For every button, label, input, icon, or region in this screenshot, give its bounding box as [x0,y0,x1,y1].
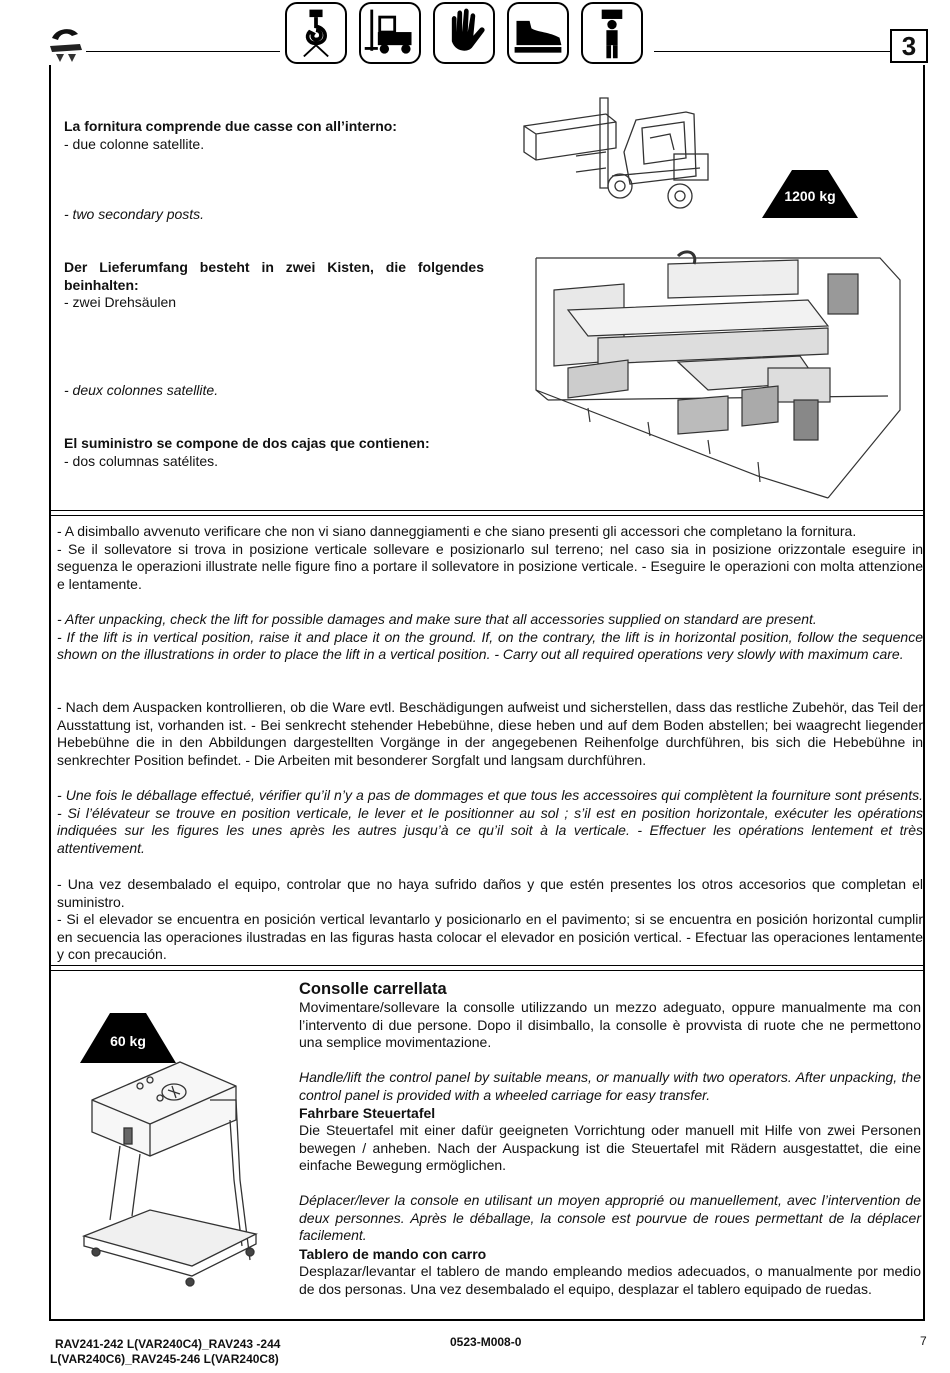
crate-illustration [528,250,904,502]
section-divider-2 [49,965,925,971]
weight-label-60: 60 kg [110,1033,146,1049]
footer-doc-code: 0523-M008-0 [450,1335,522,1349]
de-heading: Der Lieferumfang besteht in zwei Kisten, die folgendes beinhalten: [64,259,484,293]
fr-console-text: Déplacer/lever la console en utilisant un moyen approprié ou manuellement, avec l’intervention de deux personnes. Après le déballage, la console est pourvue de roues permettant de la déplacer facilement. [299,1192,921,1244]
weight-badge-1200 [762,170,858,218]
safety-shoe-icon [507,2,569,64]
de-console-title: Fahrbare Steuertafel [299,1105,436,1121]
en-item: - two secondary posts. [64,206,205,222]
it-item: - due colonne satellite. [64,136,205,152]
de-console-text: Die Steuertafel mit einer dafür geeigneten Vorrichtung oder manuell mit Hilfe von zwei Personen bewegen / anheben. Nach der Auspackung ist die Steuertafel mit Rädern ausgestattet, die eine einfache Bewegung ermöglichen. [299,1122,921,1174]
header-rule-right [654,51,890,52]
es-item: - dos columnas satélites. [64,453,219,469]
es-heading: El suministro se compone de dos cajas que contienen: [64,435,430,451]
fr-instructions: - Une fois le déballage effectué, vérifier qu’il n’y a pas de dommages et que tous les accessoires qui complètent la fourniture sont présents. - Si l’élévateur se trouve en position verticale, le lever et le positionner au sol ; s’il est en position horizontale, exécuter les opérations indiquées sur les figures les unes après les autres jusqu’à ce qu’il soit à la verticale. - Effectuer les opérations lentement et très attentivement. [57,787,923,856]
logo-icon [46,24,86,64]
person-load-icon [581,2,643,64]
es-instructions: - Una vez desembalado el equipo, controlar que no haya sufrido daños y que estén presentes los otros accesorios que completan el suministro. - Si el elevador se encuentra en posición vertical levantarlo y posicionarlo en el pavimento; si se encuentra en posición horizontal cumplir en secuencia las operaciones ilustradas en las figuras hasta colocar el elevador en posición vertical. - Efectuar las operaciones lentamente y con precaución. [57,876,923,963]
es-console-text: Desplazar/levantar el tablero de mando empleando medios adecuados, o manualmente por medio de dos personas. Una vez desembalado el equipo, desplazar el tablero equipado de ruedas. [299,1263,921,1297]
page-number: 3 [890,29,928,63]
crane-hook-icon [285,2,347,64]
forklift-illustration [520,92,760,212]
en-console-text: Handle/lift the control panel by suitable means, or manually with two operators. After unpacking, the control panel is provided with a wheeled carriage for easy transfer. [299,1069,921,1103]
en-instructions: - After unpacking, check the lift for possible damages and make sure that all accessories supplied on standard are present. - If the lift is in vertical position, raise it and place it on the ground. If, on the contrary, the lift is in horizontal position, follow the sequence shown on the illustrations in order to place the lift in a vertical position. - Carry out all required operations very slowly with maximum care. [57,611,923,663]
it-instructions: - A disimballo avvenuto verificare che non vi siano danneggiamenti e che siano presenti gli accessori che completano la fornitura. - Se il sollevatore si trova in posizione verticale sollevare e posizionarlo sul terreno; nel caso sia in posizione orizzontale eseguire in seguenza le operazioni illustrate nelle figure fino a portare il sollevatore in posizione verticale. - Eseguire le operazioni con molta attenzione e lentamente. [57,523,923,592]
weight-label-1200: 1200 kg [784,188,836,204]
it-console-title: Consolle carrellata [299,980,447,998]
footer-model-line-1: RAV241-242 L(VAR240C4)_RAV243 -244 [55,1337,281,1351]
footer-page-number: 7 [920,1334,927,1348]
footer-model-line-2: L(VAR240C6)_RAV245-246 L(VAR240C8) [50,1352,279,1366]
console-cart-illustration [80,1040,270,1290]
de-instructions: - Nach dem Auspacken kontrollieren, ob die Ware evtl. Beschädigungen aufweist und sicherstellen, dass das restliche Zubehör, das Teil der Ausstattung ist, vorhanden ist. - Bei senkrecht stehender Hebebühne, diese heben und auf dem Boden abstellen; bei waagrecht liegender Hebebühne die in den Abbildungen dargestellten Vorgänge in der angegebenen Reihenfolge durchführen, bis sich die Hebebühne in senkrechter Position befindet. - Die Arbeiten mit besonderer Sorgfalt und langsam durchführen. [57,699,923,768]
header-rule-left [86,51,280,52]
de-item: - zwei Drehsäulen [64,294,177,310]
it-heading: La fornitura comprende due casse con all’interno: [64,118,397,134]
fr-item: - deux colonnes satellite. [64,382,219,398]
it-console-text: Movimentare/sollevare la consolle utilizzando un mezzo adeguato, oppure manualmente ma con l’intervento di due persone. Dopo il disimballo, la consolle è provvista di ruote che ne permettono una semplice movimentazione. [299,999,921,1051]
es-console-title: Tablero de mando con carro [299,1246,487,1262]
section-divider-1 [49,510,925,516]
glove-icon [433,2,495,64]
forklift-icon [359,2,421,64]
